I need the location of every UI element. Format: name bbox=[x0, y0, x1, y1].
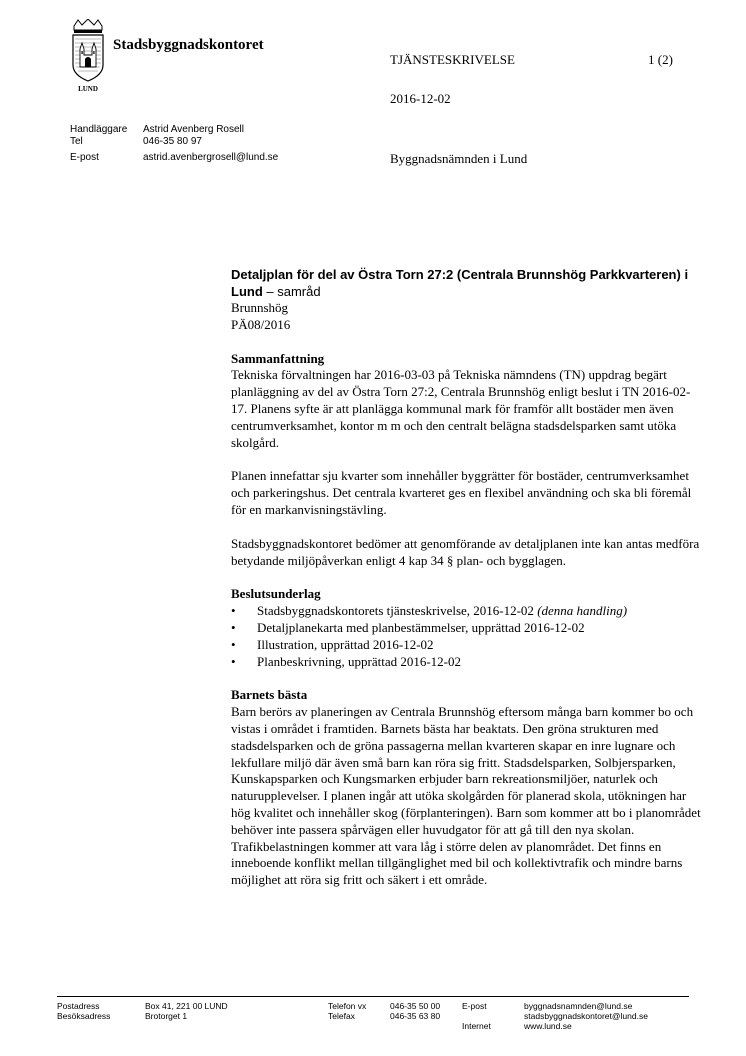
summary-paragraph: Tekniska förvaltningen har 2016-03-03 på Tekniska nämndens (TN) uppdrag begärt planläggning av del av Östra Torn 27:2, Centrala Brunnshög enligt beslut i TN 2016-02-17. Planens syfte är att planlägga kommunal mark för framför allt bostäder men även centrumverksamhet, kontor m m och den centralt belägna stadsdelsparken samt utöka skolgård. bbox=[231, 367, 691, 450]
list-item: • Illustration, upprättad 2016-12-02 bbox=[231, 637, 701, 654]
document-body bbox=[231, 267, 701, 889]
document-date: 2016-12-02 bbox=[390, 91, 451, 106]
footer-divider bbox=[57, 996, 689, 997]
list-item bbox=[231, 603, 701, 620]
handler-label: Handläggare bbox=[70, 124, 128, 135]
visit-label: Besöksadress bbox=[57, 1011, 111, 1021]
case-number: PÄ08/2016 bbox=[231, 316, 291, 332]
postal-address: Box 41, 221 00 LUND bbox=[145, 1001, 228, 1011]
list-item: • Planbeskrivning, upprättad 2016-12-02 bbox=[231, 654, 701, 671]
footer-email-1[interactable]: byggnadsnamnden@lund.se bbox=[524, 1001, 633, 1011]
tel-value: 046-35 80 97 bbox=[143, 136, 202, 147]
visit-address: Brotorget 1 bbox=[145, 1011, 188, 1021]
document-type: TJÄNSTESKRIVELSE bbox=[390, 52, 515, 67]
summary-heading: Sammanfattning bbox=[231, 350, 325, 366]
summary-paragraph: Stadsbyggnadskontoret bedömer att genomförande av detaljplanen inte kan antas medföra betydande miljöpåverkan enligt 4 kap 34 § plan- och bygglagen. bbox=[231, 535, 700, 568]
basis-item-note: (denna handling) bbox=[537, 603, 628, 619]
recipient: Byggnadsnämnden i Lund bbox=[390, 151, 528, 166]
email-value[interactable]: astrid.avenbergrosell@lund.se bbox=[143, 152, 279, 163]
fax-number: 046-35 63 80 bbox=[390, 1011, 441, 1021]
postal-label: Postadress bbox=[57, 1001, 100, 1011]
phone-number: 046-35 50 00 bbox=[390, 1001, 441, 1011]
children-paragraph: Barn berörs av planeringen av Centrala Brunnshög eftersom många barn kommer bo och vistas i området i framtiden. Barnets bästa har beaktats. Den gröna strukturen med stadsdelsparken och de gröna passagerna mellan kvarteren skapar en inre lugnare och lekfullare miljö där även små barn kan röra sig fritt. Stadsdelsparken, Solbjersparken, Kunskapsparken och Kungsmarken erbjuder barn rekreationsmiljöer, naturlek och naturupplevelser. I planen ingår att utöka skolgården för planerad skola, utökningen har hög kvalitet och innehåller skog (förplanteringen). Barn som kommer att bo i planområdet behöver inte passera spårvägen eller huvudgator för att gå till den nya skolan. Trafikbelastningen kommer att vara låg i större delen av planområdet. Det finns en inneboende konflikt mellan tillgänglighet med bil och kollektivtrafik och mindre barns möjlighet att röra sig fritt och säkert i ett område. bbox=[231, 704, 701, 888]
area-name: Brunnshög bbox=[231, 300, 289, 315]
handler-name: Astrid Avenberg Rosell bbox=[143, 124, 244, 135]
document-title bbox=[231, 267, 701, 300]
summary-paragraph: Planen innefattar sju kvarter som innehåller byggrätter för bostäder, centrumverksamhet och parkeringshus. Det centrala kvarteret ges en flexibel användning och ska bli föremål för en markanvisningstävling. bbox=[231, 468, 692, 517]
footer-email-2[interactable]: stadsbyggnadskontoret@lund.se bbox=[524, 1011, 648, 1021]
children-heading: Barnets bästa bbox=[231, 687, 308, 703]
internet-label: Internet bbox=[462, 1021, 491, 1031]
tel-label: Tel bbox=[70, 136, 83, 147]
footer-email-label: E-post bbox=[462, 1001, 487, 1011]
basis-item-text: Stadsbyggnadskontorets tjänsteskrivelse, 2016-12-02 bbox=[257, 603, 534, 619]
logo-caption: LUND bbox=[78, 85, 98, 93]
list-item: • Detaljplanekarta med planbestämmelser, upprättad 2016-12-02 bbox=[231, 620, 701, 637]
email-label: E-post bbox=[70, 152, 99, 163]
basis-heading: Beslutsunderlag bbox=[231, 586, 321, 602]
phone-label: Telefon vx bbox=[328, 1001, 367, 1011]
org-name: Stadsbyggnadskontoret bbox=[113, 37, 264, 53]
website-link[interactable]: www.lund.se bbox=[524, 1021, 572, 1031]
page-number: 1 (2) bbox=[648, 52, 673, 67]
document-title-text: Detaljplan för del av Östra Torn 27:2 (Centrala Brunnshög Parkkvarteren) i Lund bbox=[231, 267, 689, 299]
document-title-suffix: – samråd bbox=[262, 283, 321, 299]
basis-list bbox=[231, 603, 701, 670]
fax-label: Telefax bbox=[328, 1011, 355, 1021]
lund-coat-of-arms-logo bbox=[70, 19, 106, 93]
